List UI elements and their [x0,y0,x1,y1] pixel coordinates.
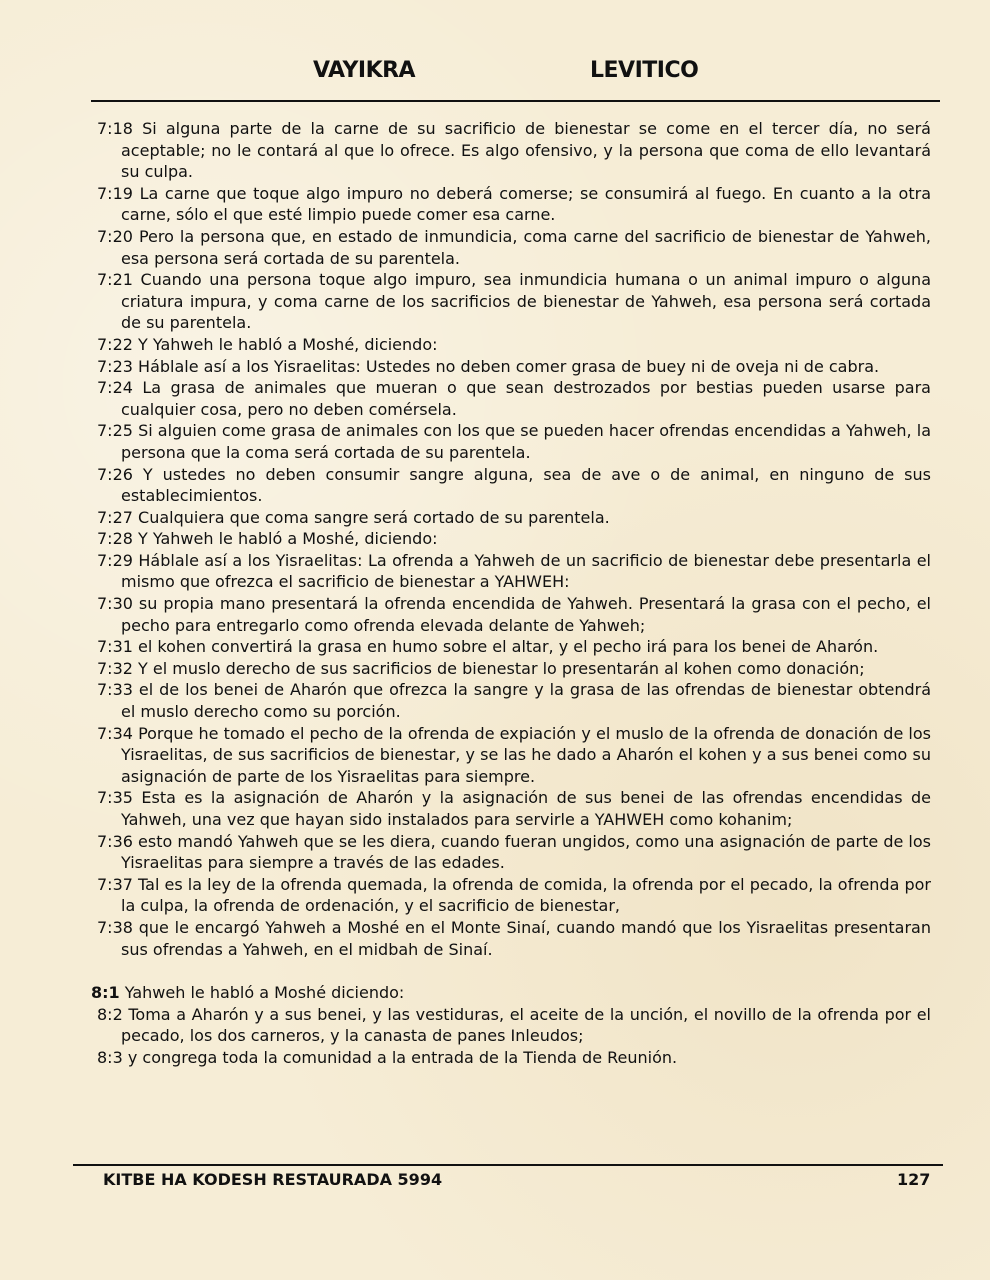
verse-text: Porque he tomado el pecho de la ofrenda de expiación y el muslo de la ofrenda de donación de los Yisraelitas, de sus sacrificios de bienestar, y se las he dado a Aharón el kohen y a sus benei como su asignación de parte de los Yisraelitas para siempre. [121,723,931,786]
verse [97,679,931,722]
verse-text: Y ustedes no deben consumir sangre alguna, sea de ave o de animal, en ninguno de sus establecimientos. [121,464,931,506]
verse-ref: 7:18 [97,119,133,138]
header-rule [91,100,940,102]
verse-ref: 7:36 [97,831,133,851]
verse [97,874,931,917]
chapter-verse-ref: 8:1 [91,983,120,1003]
verse [97,636,931,658]
verse [97,356,931,378]
verse-text: el kohen convertirá la grasa en humo sobre el altar, y el pecho irá para los benei de Aharón. [138,637,879,657]
verse-text: Háblale así a los Yisraelitas: La ofrenda a Yahweh de un sacrificio de bienestar debe presentarla el mismo que ofrezca el sacrificio de bienestar a YAHWEH: [121,550,931,592]
footer-book-title: KITBE HA KODESH RESTAURADA 5994 [103,1170,443,1189]
chapter-gap [97,960,931,982]
verse-ref: 7:34 [97,723,133,743]
verse-text: Cuando una persona toque algo impuro, sea inmundicia humana o un animal impuro o alguna criatura impura, y coma carne de los sacrificios de bienestar de Yahweh, esa persona será cortada de su parentela. [121,270,931,333]
verse-ref: 7:32 [97,658,133,678]
verse-ref: 7:31 [97,637,133,657]
header-book-title-hebrew: VAYIKRA [313,58,416,83]
verse-text: Y el muslo derecho de sus sacrificios de bienestar lo presentarán al kohen como donación; [138,658,865,678]
verse-text: Háblale así a los Yisraelitas: Ustedes no deben comer grasa de buey ni de oveja ni de cabra. [138,356,880,376]
verse [97,787,931,830]
verse-ref: 7:35 [97,788,133,808]
verse-ref: 7:24 [97,378,133,398]
verse-text: La carne que toque algo impuro no deberá comerse; se consumirá al fuego. En cuanto a la otra carne, sólo el que esté limpio puede comer esa carne. [121,183,932,225]
page-footer [0,1170,990,1194]
verse-text: Y Yahweh le habló a Moshé, diciendo: [138,529,438,549]
verse [97,118,931,183]
verse [97,831,931,874]
verse-text: Si alguien come grasa de animales con los que se pueden hacer ofrendas encendidas a Yahweh, la persona que la coma será cortada de su parentela. [121,421,931,462]
verse-ref: 8:3 [97,1047,123,1067]
verse-ref: 7:30 [97,594,133,614]
verse-text: Pero la persona que, en estado de inmundicia, coma carne del sacrificio de bienestar de Yahweh, esa persona será cortada de su parentela. [121,226,931,268]
verse [97,658,931,680]
verse [97,507,931,529]
verse [97,420,931,463]
page-header [0,58,990,92]
verse-text: Y Yahweh le habló a Moshé, diciendo: [138,334,438,354]
header-book-title-spanish: LEVITICO [590,58,699,83]
verse-ref: 7:27 [97,507,133,527]
verse [97,464,931,507]
verse-ref: 7:37 [97,874,133,894]
verse-text: el de los benei de Aharón que ofrezca la sangre y la grasa de las ofrendas de bienestar obtendrá el muslo derecho como su porción. [121,680,931,722]
verse [97,377,931,420]
verse-text: La grasa de animales que mueran o que sean destrozados por bestias pueden usarse para cualquier cosa, pero no deben comérsela. [121,378,931,419]
verse [97,550,931,593]
verse-text: Esta es la asignación de Aharón y la asignación de sus benei de las ofrendas encendidas de Yahweh, una vez que hayan sido instalados para servirle a YAHWEH como kohanim; [121,788,932,829]
verse-ref: 7:22 [97,334,133,354]
verse-text: Yahweh le habló a Moshé diciendo: [124,983,405,1003]
verse-ref: 7:38 [97,917,133,937]
verse [97,723,931,788]
verse-ref: 7:23 [97,356,133,376]
verse [97,1047,931,1069]
scripture-text [91,118,932,1069]
verse [97,334,931,356]
verse-ref: 7:21 [97,270,133,290]
verse-ref: 7:26 [97,464,133,484]
verse-ref: 7:19 [97,183,133,203]
verse-ref: 7:33 [97,680,133,700]
verse [97,917,931,960]
verse-text: que le encargó Yahweh a Moshé en el Monte Sinaí, cuando mandó que los Yisraelitas presentaran sus ofrendas a Yahweh, en el midbah de Sinaí. [121,917,932,959]
verse [97,593,931,636]
verse-text: Toma a Aharón y a sus benei, y las vestiduras, el aceite de la unción, el novillo de la ofrenda por el pecado, los dos carneros, y la canasta de panes Inleudos; [121,1004,931,1046]
verse-text: Tal es la ley de la ofrenda quemada, la ofrenda de comida, la ofrenda por el pecado, la ofrenda por la culpa, la ofrenda de ordenación, y el sacrificio de bienestar, [121,874,932,916]
verse [97,528,931,550]
verse-text: y congrega toda la comunidad a la entrada de la Tienda de Reunión. [127,1047,678,1067]
verse [97,1004,931,1047]
footer-rule [73,1164,943,1166]
page-number: 127 [897,1170,931,1189]
verse-text: Si alguna parte de la carne de su sacrificio de bienestar se come en el tercer día, no será aceptable; no le contará al que lo ofrece. Es algo ofensivo, y la persona que coma de ello levantará su culpa. [121,119,931,182]
verse-ref: 7:20 [97,226,133,246]
verse-text: esto mandó Yahweh que se les diera, cuando fueran ungidos, como una asignación de parte de los Yisraelitas para siempre a través de las edades. [121,831,931,873]
verse-ref: 7:29 [97,550,133,570]
verse [97,226,931,269]
verse-ref: 8:2 [97,1004,123,1024]
chapter-8-heading-verse [91,982,931,1004]
verse [97,183,931,226]
verse-text: su propia mano presentará la ofrenda encendida de Yahweh. Presentará la grasa con el pecho, el pecho para entregarlo como ofrenda elevada delante de Yahweh; [121,594,932,635]
verse-text: Cualquiera que coma sangre será cortado de su parentela. [138,507,610,527]
verse-ref: 7:25 [97,421,133,441]
verse-ref: 7:28 [97,529,133,549]
verse [97,269,931,334]
